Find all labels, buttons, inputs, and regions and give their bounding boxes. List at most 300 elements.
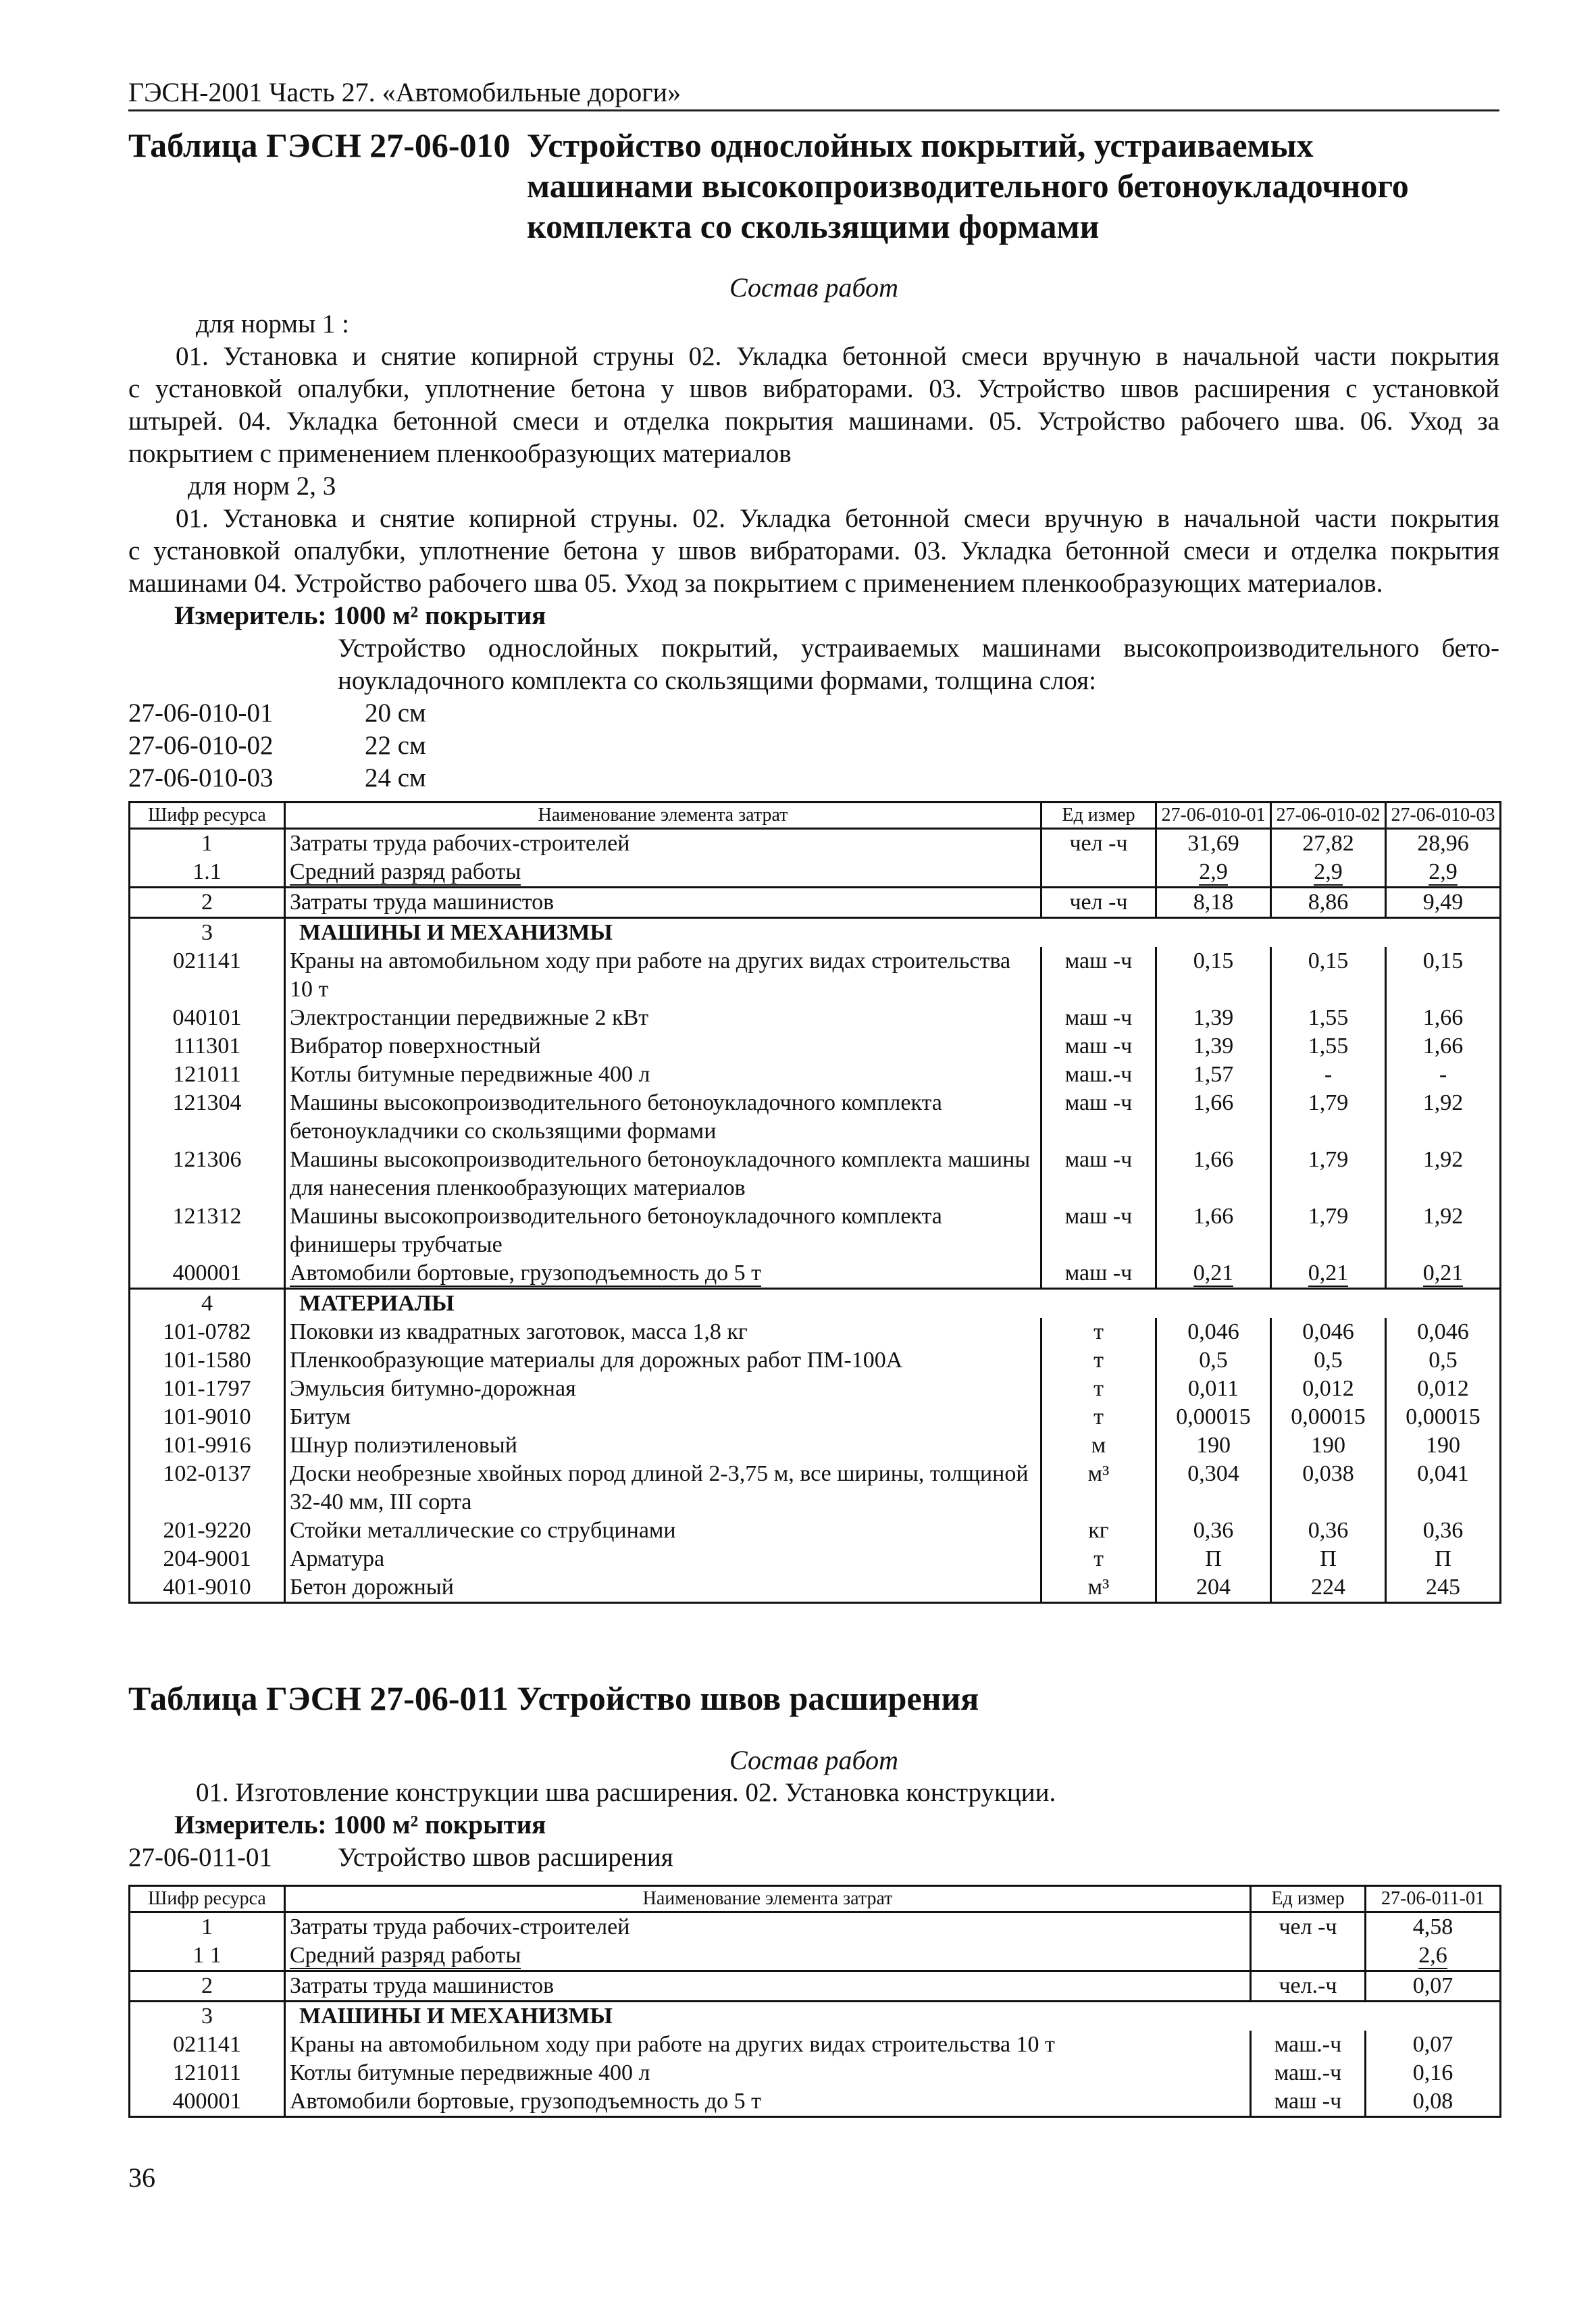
table-row	[130, 1259, 1501, 1289]
page-number: 36	[128, 2162, 155, 2193]
norm-value	[1386, 1146, 1501, 1202]
resource-code: 2	[130, 888, 285, 918]
table-row	[130, 1202, 1501, 1259]
resource-code: 4	[130, 1289, 285, 1319]
cell-text: 0,046	[1302, 1319, 1354, 1344]
cell-text: 1,55	[1308, 1034, 1349, 1059]
resource-code: 101-1797	[130, 1375, 285, 1403]
cost-element-name	[285, 1032, 1041, 1061]
resource-code: 204-9001	[130, 1545, 285, 1573]
cell-text: 0,21	[1193, 1261, 1234, 1286]
cost-element-name	[285, 888, 1041, 918]
table-row	[130, 829, 1501, 859]
norm-value	[1386, 1403, 1501, 1431]
norm-value	[1156, 1259, 1271, 1289]
norm-value	[1156, 1061, 1271, 1089]
norm-value	[1366, 1971, 1501, 2002]
norm-value	[1386, 1032, 1501, 1061]
resource-code: 400001	[130, 2087, 285, 2117]
text-line: 01. Установка и снятие копирной струны. 02. Укладка бетонной смеси вручную в начальной части покрытия	[176, 504, 1499, 533]
header-cost-element: Наименование элемента затрат	[285, 1886, 1251, 1912]
cell-text: П	[1205, 1546, 1222, 1571]
norm-thickness: 20 см	[365, 698, 426, 728]
cell-text: 1,66	[1193, 1090, 1234, 1115]
cell-text: 0,5	[1199, 1348, 1228, 1373]
cell-text: Затраты труда рабочих-строителей	[290, 831, 630, 856]
norm-code: 27-06-010-01	[128, 698, 274, 728]
resource-code: 121312	[130, 1202, 285, 1259]
cell-text: 2,9	[1428, 859, 1458, 884]
cell-text: 0,36	[1422, 1518, 1464, 1543]
resource-code: 1	[130, 1912, 285, 1942]
resource-code: 3	[130, 918, 285, 948]
cost-element-name	[285, 1517, 1041, 1545]
cell-text: 1,66	[1193, 1147, 1234, 1172]
norm-value	[1386, 947, 1501, 1004]
table-row	[130, 947, 1501, 1004]
header-resource-code: Шифр ресурса	[130, 1886, 285, 1912]
cost-element-name	[285, 1460, 1041, 1517]
resource-code: 111301	[130, 1032, 285, 1061]
norm-value	[1156, 947, 1271, 1004]
cell-text: 0,00015	[1176, 1404, 1251, 1429]
cell-text: Пленкообразующие материалы для дорожных работ ПМ-100А	[290, 1348, 903, 1373]
header-cost-element: Наименование элемента затрат	[285, 803, 1041, 829]
resource-code: 101-0782	[130, 1318, 285, 1346]
norm-value	[1366, 2059, 1501, 2087]
table1-description	[338, 632, 1499, 697]
text-line: Устройство однослойных покрытий, устраиваемых машинами высокопроизводительного бето-	[338, 634, 1499, 663]
cell-text: Шнур полиэтиленовый	[290, 1433, 517, 1458]
header-norm-02: 27-06-010-02	[1271, 803, 1386, 829]
cell-text: Автомобили бортовые, грузоподъемность до 5 т	[290, 2089, 762, 2114]
cell-text: 4,58	[1412, 1914, 1453, 1939]
unit-of-measure: маш -ч	[1041, 1146, 1156, 1202]
unit-of-measure: маш -ч	[1041, 947, 1156, 1004]
resource-code: 1 1	[130, 1941, 285, 1971]
table-row	[130, 2087, 1501, 2117]
table-row	[130, 1061, 1501, 1089]
header-norm-01: 27-06-011-01	[1366, 1886, 1501, 1912]
unit-of-measure: т	[1041, 1375, 1156, 1403]
cell-text: 0,041	[1417, 1461, 1469, 1486]
header-norm-03: 27-06-010-03	[1386, 803, 1501, 829]
unit-of-measure: маш -ч	[1041, 1004, 1156, 1032]
cell-text: 0,07	[1412, 2032, 1453, 2057]
cell-text: -	[1324, 1062, 1333, 1087]
norm-value	[1156, 1032, 1271, 1061]
norm-value	[1271, 1089, 1386, 1146]
cost-element-name	[285, 858, 1041, 888]
norm-value	[1271, 1460, 1386, 1517]
text-line: 01. Установка и снятие копирной струны 02. Укладка бетонной смеси вручную в начальной части покрытия	[176, 342, 1499, 371]
cell-text: 204	[1196, 1575, 1231, 1600]
norm-thickness: 24 см	[365, 763, 426, 792]
norm-value	[1156, 829, 1271, 859]
table-row	[130, 1545, 1501, 1573]
cell-text: Вибратор поверхностный	[290, 1034, 541, 1059]
table1-number: Таблица ГЭСН 27-06-010	[128, 126, 511, 164]
norm-code: 27-06-011-01	[128, 1843, 273, 1872]
cell-text: 2,6	[1418, 1943, 1447, 1968]
norm-value	[1271, 888, 1386, 918]
cost-element-name	[285, 1912, 1251, 1942]
cell-text: П	[1320, 1546, 1337, 1571]
cell-text: 0,5	[1428, 1348, 1458, 1373]
table-row	[130, 1573, 1501, 1603]
resource-code: 101-9010	[130, 1403, 285, 1431]
norm-code: 27-06-010-02	[128, 731, 274, 760]
norm-value	[1386, 1259, 1501, 1289]
norm-value	[1386, 1202, 1501, 1259]
norm-value	[1156, 1431, 1271, 1460]
norm-value	[1156, 1318, 1271, 1346]
norm-value	[1271, 1375, 1386, 1403]
norm-value	[1156, 888, 1271, 918]
text-line: штырей. 04. Укладка бетонной смеси и отделка покрытия машинами. 05. Устройство рабочего шва. 06. Уход за	[128, 407, 1499, 436]
cell-text: МАТЕРИАЛЫ	[299, 1291, 455, 1316]
norm-value	[1386, 1061, 1501, 1089]
cell-text: МАШИНЫ И МЕХАНИЗМЫ	[299, 920, 613, 945]
norm-value	[1386, 1004, 1501, 1032]
norm-value	[1271, 1403, 1386, 1431]
resource-code: 121011	[130, 1061, 285, 1089]
cell-text: Средний разряд работы	[290, 859, 521, 884]
cell-text: Затраты труда рабочих-строителей	[290, 1914, 630, 1939]
unit-of-measure: т	[1041, 1403, 1156, 1431]
table2-work-composition-heading: Состав работ	[729, 1745, 898, 1775]
cell-text: 1,92	[1422, 1147, 1464, 1172]
table-row	[130, 1971, 1501, 2002]
cost-element-name	[285, 1941, 1251, 1971]
unit-of-measure	[1041, 858, 1156, 888]
table1-work-text-2	[128, 503, 1499, 600]
cell-text: 0,21	[1308, 1261, 1349, 1286]
table-row	[130, 1431, 1501, 1460]
unit-of-measure: м³	[1041, 1573, 1156, 1603]
cost-element-name	[285, 947, 1041, 1004]
norm-value	[1386, 1375, 1501, 1403]
table1-work-composition-heading: Состав работ	[729, 272, 898, 303]
cell-text: 1,66	[1422, 1034, 1464, 1059]
cell-text: 8,18	[1193, 890, 1234, 915]
table-row	[130, 1941, 1501, 1971]
cell-text: 1,57	[1193, 1062, 1234, 1087]
norm-value	[1271, 1004, 1386, 1032]
table1-name: Устройство однослойных покрытий, устраиваемых машинами высокопроизводительного бетоноукладочного комплекта со скользящими формами	[527, 126, 1409, 245]
norm-value	[1366, 1941, 1501, 1971]
text-line: ноукладочного комплекта со скользящими формами, толщина слоя:	[338, 666, 1096, 695]
unit-of-measure: маш -ч	[1251, 2087, 1366, 2117]
cell-text: Электростанции передвижные 2 кВт	[290, 1005, 649, 1030]
cost-element-name	[285, 1573, 1041, 1603]
cost-element-name	[285, 2059, 1251, 2087]
cell-text: 0,36	[1193, 1518, 1234, 1543]
cell-text: 1,55	[1308, 1005, 1349, 1030]
table-row	[130, 1912, 1501, 1942]
table1-work-text-1	[128, 340, 1499, 470]
cell-text: Автомобили бортовые, грузоподъемность до 5 т	[290, 1261, 762, 1286]
norm-value	[1271, 1146, 1386, 1202]
cell-text: Затраты труда машинистов	[290, 890, 555, 915]
norm-value	[1386, 1431, 1501, 1460]
norm-value	[1271, 1061, 1386, 1089]
norm-value	[1271, 947, 1386, 1004]
cell-text: 0,5	[1314, 1348, 1343, 1373]
cost-element-name	[285, 1061, 1041, 1089]
cost-element-name	[285, 2087, 1251, 2117]
norm-value	[1271, 1259, 1386, 1289]
cell-text: 1,39	[1193, 1034, 1234, 1059]
unit-of-measure: м³	[1041, 1460, 1156, 1517]
cost-element-name	[285, 829, 1041, 859]
cell-text: 27,82	[1302, 831, 1354, 856]
norm-value	[1156, 1460, 1271, 1517]
cell-text: Эмульсия битумно-дорожная	[290, 1376, 576, 1401]
norm-value	[1156, 858, 1271, 888]
cost-element-name	[285, 1375, 1041, 1403]
norm-value	[1386, 1346, 1501, 1375]
cell-text: 1,92	[1422, 1204, 1464, 1229]
unit-of-measure: чел -ч	[1041, 829, 1156, 859]
table-row	[130, 858, 1501, 888]
resource-code: 121304	[130, 1089, 285, 1146]
unit-of-measure: т	[1041, 1318, 1156, 1346]
table-row	[130, 1346, 1501, 1375]
cell-text: Доски необрезные хвойных пород длиной 2-3,75 м, все ширины, толщиной 32-40 мм, III сорта	[290, 1461, 1029, 1515]
cell-text: 0,038	[1302, 1461, 1354, 1486]
cell-text: Стойки металлические со струбцинами	[290, 1518, 676, 1543]
cell-text: П	[1435, 1546, 1451, 1571]
cell-text: Арматура	[290, 1546, 385, 1571]
cost-element-name	[285, 1545, 1041, 1573]
cell-text: 8,86	[1308, 890, 1349, 915]
cell-text: 1,39	[1193, 1005, 1234, 1030]
resource-code: 040101	[130, 1004, 285, 1032]
cell-text: 0,011	[1187, 1376, 1239, 1401]
resource-code: 021141	[130, 2031, 285, 2059]
cost-element-name	[285, 1403, 1041, 1431]
cell-text: Машины высокопроизводительного бетоноукладочного комплекта финишеры трубчатые	[290, 1204, 942, 1257]
norm-value	[1271, 1431, 1386, 1460]
table-row	[130, 2031, 1501, 2059]
resource-code: 400001	[130, 1259, 285, 1289]
table-row	[130, 1089, 1501, 1146]
table-row	[130, 1004, 1501, 1032]
resource-code: 2	[130, 1971, 285, 2002]
table-row	[130, 1517, 1501, 1545]
section-title	[285, 1289, 1501, 1319]
section-title	[285, 918, 1501, 948]
table-row	[130, 2059, 1501, 2087]
text-line: с установкой опалубки, уплотнение бетона у швов вибраторами. 03. Укладка бетонной смеси и отделка покрытия	[128, 536, 1499, 565]
cell-text: МАШИНЫ И МЕХАНИЗМЫ	[299, 2004, 613, 2029]
unit-of-measure: т	[1041, 1346, 1156, 1375]
norm-value	[1386, 829, 1501, 859]
cell-text: 1,92	[1422, 1090, 1464, 1115]
cost-element-name	[285, 1004, 1041, 1032]
resource-code: 121011	[130, 2059, 285, 2087]
cost-element-name	[285, 1089, 1041, 1146]
resource-code: 401-9010	[130, 1573, 285, 1603]
cell-text: 0,08	[1412, 2089, 1453, 2114]
cell-text: 0,00015	[1406, 1404, 1481, 1429]
text-line: машинами 04. Устройство рабочего шва 05. Уход за покрытием с применением пленкообразующих материалов.	[128, 569, 1383, 598]
table-row	[130, 888, 1501, 918]
unit-of-measure: т	[1041, 1545, 1156, 1573]
resource-code: 3	[130, 2002, 285, 2031]
cost-element-name	[285, 1431, 1041, 1460]
section-row	[130, 918, 1501, 948]
unit-of-measure: маш.-ч	[1251, 2059, 1366, 2087]
cost-element-name	[285, 1346, 1041, 1375]
norm-value	[1386, 1517, 1501, 1545]
norm-value	[1156, 1545, 1271, 1573]
resource-code: 201-9220	[130, 1517, 285, 1545]
table-row	[130, 1375, 1501, 1403]
unit-of-measure: маш -ч	[1041, 1202, 1156, 1259]
table-row	[130, 1032, 1501, 1061]
section-title	[285, 2002, 1501, 2031]
norm-value	[1386, 1318, 1501, 1346]
section-row	[130, 2002, 1501, 2031]
cell-text: 0,36	[1308, 1518, 1349, 1543]
cell-text: 1,79	[1308, 1204, 1349, 1229]
norm-value	[1386, 888, 1501, 918]
norm-thickness: 22 см	[365, 731, 426, 760]
cost-element-name	[285, 1202, 1041, 1259]
header-unit: Ед измер	[1251, 1886, 1366, 1912]
cell-text: 0,07	[1412, 1973, 1453, 1998]
norm-value	[1156, 1375, 1271, 1403]
norm-value	[1156, 1346, 1271, 1375]
table1-meter: Измеритель: 1000 м² покрытия	[174, 601, 546, 630]
cell-text: Битум	[290, 1404, 351, 1429]
resource-code: 101-1580	[130, 1346, 285, 1375]
cell-text: 28,96	[1417, 831, 1469, 856]
running-head: ГЭСН-2001 Часть 27. «Автомобильные дороги»	[128, 76, 1499, 111]
cell-text: Краны на автомобильном ходу при работе на других видах строительства 10 т	[290, 2032, 1055, 2057]
cell-text: 190	[1196, 1433, 1231, 1458]
resource-code: 121306	[130, 1146, 285, 1202]
norm-value	[1271, 1573, 1386, 1603]
unit-of-measure: чел -ч	[1041, 888, 1156, 918]
norm-value	[1156, 1573, 1271, 1603]
table-row	[130, 1146, 1501, 1202]
table1-for-norm-1: для нормы 1 :	[196, 309, 349, 338]
unit-of-measure: чел -ч	[1251, 1912, 1366, 1942]
text-line: покрытием с применением пленкообразующих материалов	[128, 439, 792, 468]
cell-text: 0,15	[1193, 948, 1234, 973]
resource-code: 101-9916	[130, 1431, 285, 1460]
norm-value	[1366, 1912, 1501, 1942]
cell-text: 0,00015	[1291, 1404, 1366, 1429]
cell-text: Средний разряд работы	[290, 1943, 521, 1968]
unit-of-measure: м	[1041, 1431, 1156, 1460]
header-unit: Ед измер	[1041, 803, 1156, 829]
cell-text: 1,79	[1308, 1147, 1349, 1172]
cell-text: Бетон дорожный	[290, 1575, 454, 1600]
header-resource-code: Шифр ресурса	[130, 803, 285, 829]
table2-meter: Измеритель: 1000 м² покрытия	[174, 1810, 546, 1839]
unit-of-measure: чел.-ч	[1251, 1971, 1366, 2002]
table-row	[130, 1403, 1501, 1431]
cost-element-name	[285, 1146, 1041, 1202]
resource-code: 102-0137	[130, 1460, 285, 1517]
norm-value	[1271, 1318, 1386, 1346]
resource-code: 1.1	[130, 858, 285, 888]
norm-value	[1386, 1573, 1501, 1603]
cell-text: 0,16	[1412, 2060, 1453, 2085]
section-row	[130, 1289, 1501, 1319]
cell-text: 190	[1311, 1433, 1345, 1458]
norm-value	[1366, 2087, 1501, 2117]
unit-of-measure: маш -ч	[1041, 1259, 1156, 1289]
cell-text: 0,304	[1187, 1461, 1239, 1486]
resource-code: 1	[130, 829, 285, 859]
norm-value	[1386, 1089, 1501, 1146]
norm-value	[1271, 858, 1386, 888]
cost-element-name	[285, 1259, 1041, 1289]
cell-text: 0,15	[1308, 948, 1349, 973]
norm-value	[1156, 1004, 1271, 1032]
cell-text: Затраты труда машинистов	[290, 1973, 555, 1998]
table2-work-text: 01. Изготовление конструкции шва расширения. 02. Установка конструкции.	[196, 1778, 1056, 1807]
norm-value	[1156, 1403, 1271, 1431]
cell-text: 0,012	[1417, 1376, 1469, 1401]
norm-value	[1156, 1146, 1271, 1202]
cell-text: 1,66	[1422, 1005, 1464, 1030]
table1-title	[128, 125, 1499, 247]
cell-text: Машины высокопроизводительного бетоноукладочного комплекта машины для нанесения пленкообразующих материалов	[290, 1147, 1031, 1200]
cost-element-name	[285, 1971, 1251, 2002]
norm-value	[1156, 1202, 1271, 1259]
cell-text: 9,49	[1422, 890, 1464, 915]
norm-name: Устройство швов расширения	[338, 1843, 673, 1872]
table1-for-norms-2-3: для норм 2, 3	[188, 472, 336, 501]
norm-value	[1366, 2031, 1501, 2059]
table2-title: Таблица ГЭСН 27-06-011 Устройство швов расширения	[128, 1679, 979, 1717]
norm-code: 27-06-010-03	[128, 763, 274, 792]
norm-value	[1156, 1089, 1271, 1146]
cell-text: 0,012	[1302, 1376, 1354, 1401]
norm-value	[1271, 1545, 1386, 1573]
header-norm-01: 27-06-010-01	[1156, 803, 1271, 829]
unit-of-measure: маш -ч	[1041, 1089, 1156, 1146]
table-header-row	[130, 803, 1501, 829]
cell-text: 224	[1311, 1575, 1345, 1600]
cost-element-name	[285, 1318, 1041, 1346]
text-line: с установкой опалубки, уплотнение бетона у швов вибраторами. 03. Устройство швов расширения с установкой	[128, 374, 1499, 403]
cell-text: 2,9	[1199, 859, 1228, 884]
unit-of-measure: маш.-ч	[1251, 2031, 1366, 2059]
norm-value	[1271, 829, 1386, 859]
cell-text: 1,66	[1193, 1204, 1234, 1229]
cell-text: 0,046	[1417, 1319, 1469, 1344]
resource-table-27-06-011	[128, 1885, 1501, 2118]
norm-value	[1156, 1517, 1271, 1545]
cell-text: 190	[1426, 1433, 1460, 1458]
table-header-row	[130, 1886, 1501, 1912]
unit-of-measure: маш -ч	[1041, 1032, 1156, 1061]
cell-text: Котлы битумные передвижные 400 л	[290, 2060, 650, 2085]
norm-value	[1386, 858, 1501, 888]
norm-value	[1271, 1202, 1386, 1259]
cell-text: Краны на автомобильном ходу при работе на других видах строительства 10 т	[290, 948, 1011, 1002]
cell-text: 245	[1426, 1575, 1460, 1600]
cell-text: 31,69	[1187, 831, 1239, 856]
cell-text: 1,79	[1308, 1090, 1349, 1115]
